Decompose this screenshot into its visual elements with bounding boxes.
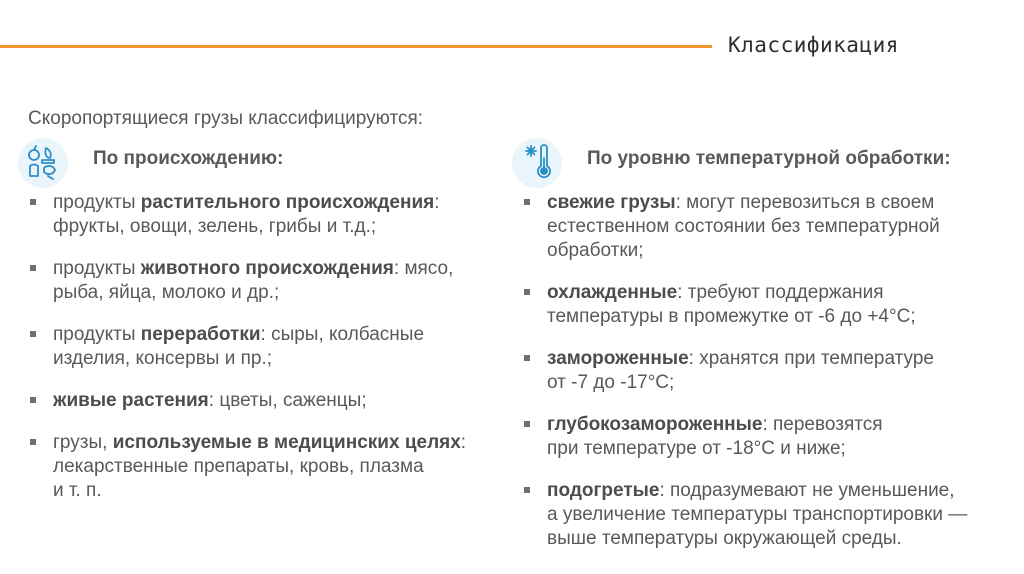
header-accent-line [0, 45, 712, 48]
temperature-header [512, 136, 992, 188]
list-item: замороженные: хранятся при температуре от -7 до -17°С; [512, 347, 967, 395]
temperature-title: По уровню температурной обработки: [587, 148, 951, 169]
origin-column [18, 136, 498, 501]
list-item: глубокозамороженные: перевозятся при температуре от -18°С и ниже; [512, 413, 967, 461]
list-item: продукты переработки: сыры, колбасные изделия, консервы и пр.; [18, 323, 466, 371]
temperature-list [512, 191, 967, 569]
list-item: продукты растительного происхождения: фрукты, овощи, зелень, грибы и т.д.; [18, 191, 466, 239]
food-produce-icon [18, 138, 68, 188]
origin-title: По происхождению: [93, 148, 284, 169]
intro-text: Скоропортящиеся грузы классифицируются: [28, 108, 424, 129]
slide-title: Классификация [728, 33, 899, 57]
list-item: продукты животного происхождения: мясо, рыба, яйца, молоко и др.; [18, 257, 466, 305]
list-item: подогретые: подразумевают не уменьшение, а увеличение температуры транспортировки — выше температуры окружающей среды. [512, 479, 967, 551]
list-item: живые растения: цветы, саженцы; [18, 389, 466, 413]
list-item: грузы, используемые в медицинских целях: лекарственные препараты, кровь, плазма и т. п. [18, 431, 466, 503]
list-item: свежие грузы: могут перевозиться в своем естественном состоянии без температурной обработки; [512, 191, 967, 263]
temperature-column [512, 136, 992, 549]
list-item: охлажденные: требуют поддержания температуры в промежутке от -6 до +4°С; [512, 281, 967, 329]
thermometer-snowflake-icon [512, 138, 562, 188]
origin-list [18, 191, 466, 521]
origin-header [18, 136, 498, 188]
